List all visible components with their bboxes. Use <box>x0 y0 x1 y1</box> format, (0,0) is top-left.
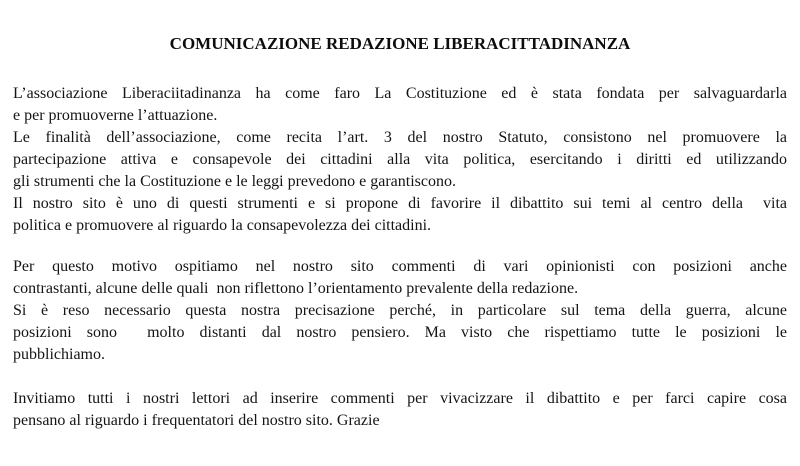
document-title: COMUNICAZIONE REDAZIONE LIBERACITTADINANZA <box>169 34 631 53</box>
text-line: pensano al riguardo i frequentatori del nostro sito. Grazie <box>13 412 380 429</box>
text-line: gli strumenti che la Costituzione e le leggi prevedono e garantiscono. <box>13 173 456 190</box>
text-line: Per questo motivo ospitiamo nel nostro sito commenti di vari opinionisti con posizioni anche <box>13 258 787 275</box>
text-line: Si è reso necessario questa nostra precisazione perché, in particolare sul tema della guerra, alcune <box>13 302 787 319</box>
text-line: partecipazione attiva e consapevole dei cittadini alla vita politica, esercitando i diritti ed utilizzando <box>13 151 787 168</box>
text-line: e per promuoverne l’attuazione. <box>13 107 218 124</box>
text-line: pubblichiamo. <box>13 346 105 363</box>
text-line: Le finalità dell’associazione, come recita l’art. 3 del nostro Statuto, consistono nel promuovere la <box>13 129 787 146</box>
text-line: contrastanti, alcune delle quali non riflettono l’orientamento prevalente della redazione. <box>13 280 579 297</box>
text-line: L’associazione Liberaciitadinanza ha come faro La Costituzione ed è stata fondata per salvaguardarla <box>13 85 787 102</box>
paragraph-block-invito <box>13 388 787 432</box>
paragraph-block-mission <box>13 83 787 237</box>
document-body <box>13 83 787 432</box>
text-line: Il nostro sito è uno di questi strumenti e si propone di favorire il dibattito sui temi al centro della vita <box>13 195 787 212</box>
text-line: posizioni sono molto distanti dal nostro pensiero. Ma visto che rispettiamo tutte le posizioni le <box>13 324 787 341</box>
text-line: politica e promuovere al riguardo la consapevolezza dei cittadini. <box>13 217 432 234</box>
paragraph-block-precisazione <box>13 256 787 366</box>
text-line: Invitiamo tutti i nostri lettori ad inserire commenti per vivacizzare il dibattito e per farci capire cosa <box>13 390 787 407</box>
